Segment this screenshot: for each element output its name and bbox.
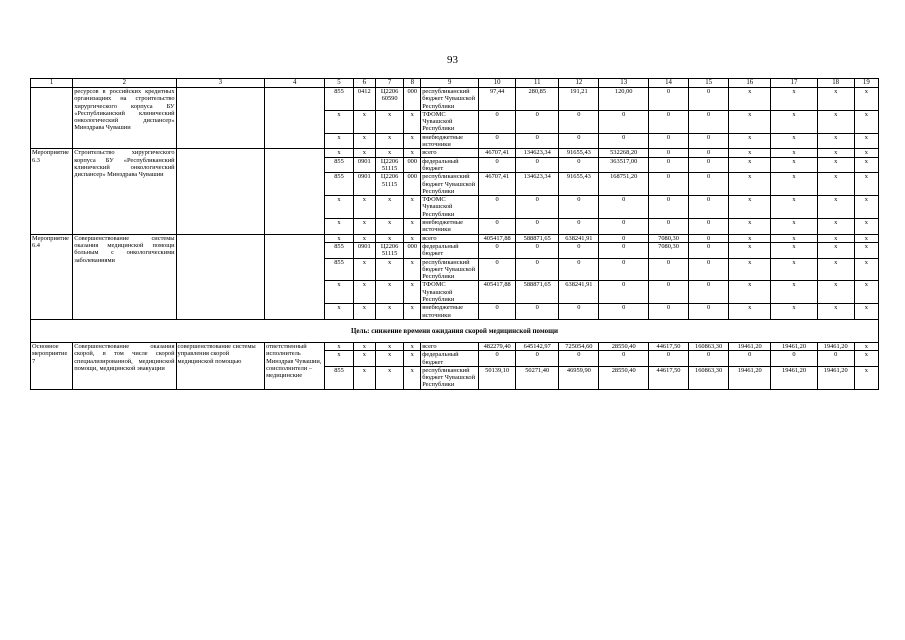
group-3-cell: x	[375, 258, 403, 281]
group-1-cell: x	[353, 110, 375, 133]
group-1-cell: x	[817, 110, 854, 133]
main-activity-cell: x	[854, 366, 878, 389]
group-3-cell: 0	[559, 242, 599, 258]
group-2-cell: 0	[559, 196, 599, 219]
main-activity-cell: 0	[516, 351, 559, 367]
group-2-cell: всего	[421, 149, 479, 157]
group-2-cell: x	[771, 173, 817, 196]
group-3-cell: x	[375, 304, 403, 320]
group-3-cell: x	[817, 242, 854, 258]
group-3-cell: 588871,65	[516, 234, 559, 242]
group-2-cell: 532268,20	[599, 149, 649, 157]
group-2-cell: ТФОМС Чувашской Республики	[421, 196, 479, 219]
main-activity-cell: 0	[599, 351, 649, 367]
group-1-cell: 0	[479, 110, 516, 133]
main-activity-cell: 46959,90	[559, 366, 599, 389]
group-1-cell: 0	[648, 88, 688, 111]
group-1-cell: республиканский бюджет Чувашской Республики	[421, 88, 479, 111]
group-1-cell: x	[404, 133, 421, 149]
group-3-cell: 0	[559, 258, 599, 281]
group-2-cell: 0	[689, 173, 729, 196]
group-3-cell: 0	[599, 258, 649, 281]
main-activity-cell: x	[404, 366, 421, 389]
group-3-cell: x	[404, 234, 421, 242]
header-cell-17: 17	[771, 79, 817, 88]
group-1-cell: x	[404, 110, 421, 133]
group-3-cell: 0	[689, 304, 729, 320]
group-1-cell: 120,00	[599, 88, 649, 111]
group-1-cell: 0	[599, 110, 649, 133]
group-3-cell: федеральный бюджет	[421, 242, 479, 258]
group-3-col1: Мероприятие 6.4	[31, 234, 73, 319]
group-2-cell: 0	[689, 219, 729, 235]
group-1-cell: x	[771, 110, 817, 133]
main-activity-col1: Основное мероприятие 7	[31, 342, 73, 389]
main-activity-col4: ответственный исполнитель Минздрав Чувашии, соисполнители – медицинские	[265, 342, 325, 389]
group-3-cell: 0	[479, 258, 516, 281]
group-1-cell: внебюджетные источники	[421, 133, 479, 149]
header-cell-9: 9	[421, 79, 479, 88]
header-cell-8: 8	[404, 79, 421, 88]
group-3-cell: x	[353, 281, 375, 304]
group-2-col1: Мероприятие 6.3	[31, 149, 73, 234]
group-1-cell: x	[817, 88, 854, 111]
group-1-cell: x	[729, 88, 771, 111]
group-3-cell: x	[817, 304, 854, 320]
group-3-cell: 638241,91	[559, 234, 599, 242]
main-activity-cell: 0	[689, 351, 729, 367]
group-3-row	[31, 234, 879, 242]
group-3-cell: x	[854, 242, 878, 258]
group-3-col2: Совершенствование системы оказания медицинской помощи больным с онкологическими заболеваниями	[73, 234, 176, 319]
group-3-cell: 0	[599, 242, 649, 258]
group-1-cell: 0	[689, 110, 729, 133]
group-3-cell: 0	[689, 258, 729, 281]
main-activity-cell: 0	[729, 351, 771, 367]
main-activity-cell: x	[353, 342, 375, 350]
main-activity-cell: 19461,20	[729, 366, 771, 389]
main-activity-cell: 19461,20	[729, 342, 771, 350]
main-activity-cell: 0	[771, 351, 817, 367]
main-activity-cell: x	[404, 342, 421, 350]
group-2-cell: внебюджетные источники	[421, 219, 479, 235]
group-3-col3	[176, 234, 265, 319]
group-3-cell: x	[404, 281, 421, 304]
group-3-cell: 0	[516, 258, 559, 281]
group-1-cell: 0	[599, 133, 649, 149]
main-activity-cell: x	[375, 366, 403, 389]
group-1-cell: x	[729, 110, 771, 133]
group-3-cell: 405417,88	[479, 281, 516, 304]
group-3-cell: ТФОМС Чувашской Республики	[421, 281, 479, 304]
goal-title: Цель: снижение времени ожидания скорой медицинской помощи	[31, 319, 879, 342]
group-1-col3	[176, 88, 265, 149]
group-3-cell: 0	[479, 242, 516, 258]
group-2-cell: 0901	[353, 173, 375, 196]
group-2-cell: x	[325, 219, 353, 235]
group-2-cell: федеральный бюджет	[421, 157, 479, 173]
group-2-cell: x	[817, 149, 854, 157]
group-2-cell: 0	[689, 196, 729, 219]
group-2-cell: x	[729, 157, 771, 173]
group-3-cell: 405417,88	[479, 234, 516, 242]
main-activity-cell: 50139,10	[479, 366, 516, 389]
group-1-cell: Ц2206 60590	[375, 88, 403, 111]
group-2-cell: x	[771, 219, 817, 235]
group-2-cell: x	[817, 196, 854, 219]
group-3-cell: 588871,65	[516, 281, 559, 304]
group-2-cell: 0	[516, 157, 559, 173]
header-cell-7: 7	[375, 79, 403, 88]
group-2-cell: x	[375, 219, 403, 235]
header-cell-5: 5	[325, 79, 353, 88]
group-1-cell: x	[854, 88, 878, 111]
group-3-cell: 0	[599, 304, 649, 320]
group-3-cell: x	[817, 258, 854, 281]
group-2-cell: x	[817, 157, 854, 173]
main-activity-cell: x	[325, 351, 353, 367]
group-3-cell: 0	[648, 258, 688, 281]
group-2-cell: x	[353, 196, 375, 219]
main-activity-cell: 0	[817, 351, 854, 367]
group-2-cell: 0	[599, 219, 649, 235]
main-activity-cell: 482279,40	[479, 342, 516, 350]
group-1-cell: x	[325, 110, 353, 133]
main-activity-cell: 855	[325, 366, 353, 389]
group-2-cell: 0	[479, 196, 516, 219]
group-3-cell: 7080,30	[648, 242, 688, 258]
group-2-cell: 000	[404, 157, 421, 173]
group-1-cell: x	[375, 110, 403, 133]
group-2-cell: x	[854, 219, 878, 235]
header-cell-14: 14	[648, 79, 688, 88]
group-3-cell: 0	[599, 234, 649, 242]
group-2-cell: 0	[648, 219, 688, 235]
main-activity-cell: 19461,20	[771, 342, 817, 350]
header-cell-6: 6	[353, 79, 375, 88]
main-activity-cell: республиканский бюджет Чувашской Республики	[421, 366, 479, 389]
group-2-cell: x	[729, 149, 771, 157]
group-3-cell: 7080,30	[648, 234, 688, 242]
main-activity-cell: 0	[479, 351, 516, 367]
group-1-row	[31, 88, 879, 111]
page-number: 93	[447, 54, 458, 66]
group-3-cell: x	[854, 234, 878, 242]
group-3-cell: 0	[599, 281, 649, 304]
group-2-cell: 855	[325, 173, 353, 196]
group-3-cell: 000	[404, 242, 421, 258]
group-2-cell: 0	[689, 149, 729, 157]
group-1-cell: 97,44	[479, 88, 516, 111]
main-activity-cell: 0	[559, 351, 599, 367]
group-3-cell: x	[817, 234, 854, 242]
group-1-cell: x	[375, 133, 403, 149]
group-3-cell: x	[325, 234, 353, 242]
group-1-cell: 0	[559, 110, 599, 133]
header-cell-2: 2	[73, 79, 176, 88]
group-3-cell: 855	[325, 258, 353, 281]
header-cell-18: 18	[817, 79, 854, 88]
group-1-cell: x	[771, 133, 817, 149]
group-1-cell: 280,85	[516, 88, 559, 111]
group-3-cell: x	[325, 281, 353, 304]
main-activity-cell: 44617,50	[648, 342, 688, 350]
group-2-cell: x	[353, 219, 375, 235]
group-3-cell: x	[353, 234, 375, 242]
main-activity-cell: x	[854, 342, 878, 350]
header-cell-3: 3	[176, 79, 265, 88]
main-activity-cell: x	[854, 351, 878, 367]
group-2-cell: 134623,34	[516, 173, 559, 196]
group-2-cell: 0	[516, 219, 559, 235]
group-2-cell: 000	[404, 173, 421, 196]
group-2-cell: x	[854, 149, 878, 157]
group-2-cell: 91655,43	[559, 149, 599, 157]
group-3-cell: 0	[479, 304, 516, 320]
group-2-col4	[265, 149, 325, 234]
group-3-cell: x	[729, 242, 771, 258]
group-1-cell: 0	[479, 133, 516, 149]
group-3-cell: x	[729, 304, 771, 320]
main-activity-cell: 28550,40	[599, 342, 649, 350]
main-activity-cell: x	[353, 351, 375, 367]
main-activity-row	[31, 342, 879, 350]
group-2-cell: x	[854, 173, 878, 196]
group-1-cell: ТФОМС Чувашской Республики	[421, 110, 479, 133]
group-3-cell: 0	[689, 242, 729, 258]
main-activity-cell: 0	[648, 351, 688, 367]
group-1-cell: 0	[689, 133, 729, 149]
group-2-cell: 363517,00	[599, 157, 649, 173]
main-activity-cell: x	[375, 342, 403, 350]
main-activity-cell: x	[375, 351, 403, 367]
group-2-cell: 134623,34	[516, 149, 559, 157]
group-2-cell: x	[375, 196, 403, 219]
main-activity-cell: 44617,50	[648, 366, 688, 389]
group-2-cell: 168751,20	[599, 173, 649, 196]
group-3-cell: 638241,91	[559, 281, 599, 304]
group-1-cell: 191,21	[559, 88, 599, 111]
group-3-cell: x	[854, 281, 878, 304]
group-1-col2: ресурсов в российских кредитных организациях на строительство хирургического корпуса БУ «Республиканский клинический онкологический диспансер» Минздрава Чувашии	[73, 88, 176, 149]
group-3-cell: x	[771, 281, 817, 304]
group-2-col2: Строительство хирургического корпуса БУ «Республиканский клинический онкологический диспансер» Минздрава Чувашии	[73, 149, 176, 234]
group-1-cell: x	[325, 133, 353, 149]
group-1-cell: x	[353, 133, 375, 149]
group-2-cell: 0	[559, 219, 599, 235]
header-row	[31, 79, 879, 88]
group-2-cell: x	[729, 219, 771, 235]
main-activity-cell: x	[404, 351, 421, 367]
group-2-cell: x	[729, 173, 771, 196]
group-2-cell: 0	[599, 196, 649, 219]
main-activity-cell: 28550,40	[599, 366, 649, 389]
group-3-cell: 0	[559, 304, 599, 320]
group-3-cell: внебюджетные источники	[421, 304, 479, 320]
header-cell-15: 15	[689, 79, 729, 88]
main-activity-cell: 19461,20	[817, 366, 854, 389]
main-activity-cell: 19461,20	[771, 366, 817, 389]
main-activity-cell: x	[353, 366, 375, 389]
group-2-cell: 46707,41	[479, 149, 516, 157]
group-3-cell: 0	[516, 304, 559, 320]
main-activity-cell: 645142,97	[516, 342, 559, 350]
main-activity-cell: федеральный бюджет	[421, 351, 479, 367]
group-1-col4	[265, 88, 325, 149]
group-2-cell: 0	[479, 219, 516, 235]
group-2-cell: x	[404, 196, 421, 219]
group-3-cell: x	[771, 234, 817, 242]
group-3-cell: 0	[648, 281, 688, 304]
group-2-cell: 0	[559, 157, 599, 173]
group-3-cell: 0	[689, 234, 729, 242]
group-1-cell: x	[771, 88, 817, 111]
group-2-cell: x	[729, 196, 771, 219]
group-2-cell: x	[771, 196, 817, 219]
group-2-cell: x	[854, 157, 878, 173]
group-2-cell: x	[325, 196, 353, 219]
group-3-cell: x	[729, 234, 771, 242]
group-2-cell: 0	[648, 157, 688, 173]
group-3-cell: 0	[648, 304, 688, 320]
group-3-cell: x	[817, 281, 854, 304]
group-3-cell: x	[325, 304, 353, 320]
group-3-cell: x	[729, 258, 771, 281]
group-1-col1	[31, 88, 73, 149]
group-3-cell: 0901	[353, 242, 375, 258]
group-3-cell: x	[404, 304, 421, 320]
group-2-cell: x	[854, 196, 878, 219]
group-2-cell: 46707,41	[479, 173, 516, 196]
group-3-cell: x	[353, 258, 375, 281]
main-activity-cell: 160863,30	[689, 366, 729, 389]
group-2-cell: Ц2206 51115	[375, 173, 403, 196]
group-2-cell: x	[325, 149, 353, 157]
header-cell-4: 4	[265, 79, 325, 88]
group-2-cell: 0	[516, 196, 559, 219]
group-2-col3	[176, 149, 265, 234]
group-3-cell: x	[854, 304, 878, 320]
group-2-cell: 0	[479, 157, 516, 173]
group-2-cell: x	[817, 219, 854, 235]
header-cell-19: 19	[854, 79, 878, 88]
group-2-cell: республиканский бюджет Чувашской Республики	[421, 173, 479, 196]
group-3-cell: x	[771, 242, 817, 258]
group-1-cell: x	[729, 133, 771, 149]
main-activity-cell: 725054,60	[559, 342, 599, 350]
goal-row	[31, 319, 879, 342]
group-3-cell: x	[854, 258, 878, 281]
group-2-cell: x	[771, 149, 817, 157]
header-cell-1: 1	[31, 79, 73, 88]
group-3-cell: Ц2206 51115	[375, 242, 403, 258]
group-2-row	[31, 149, 879, 157]
group-3-cell: всего	[421, 234, 479, 242]
budget-table	[30, 78, 879, 390]
group-2-cell: x	[817, 173, 854, 196]
group-3-cell: x	[375, 234, 403, 242]
header-cell-11: 11	[516, 79, 559, 88]
group-1-cell: x	[817, 133, 854, 149]
group-2-cell: 0	[648, 173, 688, 196]
group-1-cell: 0	[559, 133, 599, 149]
group-2-cell: x	[353, 149, 375, 157]
group-1-cell: x	[854, 110, 878, 133]
group-2-cell: x	[404, 219, 421, 235]
group-3-cell: x	[771, 304, 817, 320]
group-2-cell: 855	[325, 157, 353, 173]
group-2-cell: 0901	[353, 157, 375, 173]
group-1-cell: 0412	[353, 88, 375, 111]
group-3-cell: республиканский бюджет Чувашской Республики	[421, 258, 479, 281]
table-body	[31, 79, 879, 390]
group-1-cell: 0	[648, 133, 688, 149]
main-activity-cell: всего	[421, 342, 479, 350]
group-3-cell: 0	[516, 242, 559, 258]
group-1-cell: 000	[404, 88, 421, 111]
group-3-cell: x	[404, 258, 421, 281]
main-activity-cell: x	[325, 342, 353, 350]
group-3-cell: x	[353, 304, 375, 320]
group-3-cell: 0	[689, 281, 729, 304]
header-cell-16: 16	[729, 79, 771, 88]
group-3-cell: x	[729, 281, 771, 304]
header-cell-10: 10	[479, 79, 516, 88]
main-activity-cell: 50271,40	[516, 366, 559, 389]
main-activity-col2: Совершенствование оказания скорой, в том числе скорой специализированной, медицинской помощи, медицинской эвакуации	[73, 342, 176, 389]
group-2-cell: 91655,43	[559, 173, 599, 196]
main-activity-cell: 19461,20	[817, 342, 854, 350]
group-2-cell: x	[404, 149, 421, 157]
group-3-col4	[265, 234, 325, 319]
group-1-cell: x	[854, 133, 878, 149]
group-2-cell: x	[375, 149, 403, 157]
group-3-cell: 855	[325, 242, 353, 258]
group-1-cell: 0	[516, 133, 559, 149]
group-1-cell: 0	[516, 110, 559, 133]
group-3-cell: x	[375, 281, 403, 304]
group-2-cell: 0	[648, 149, 688, 157]
header-cell-13: 13	[599, 79, 649, 88]
group-2-cell: Ц2206 51115	[375, 157, 403, 173]
header-cell-12: 12	[559, 79, 599, 88]
group-2-cell: 0	[648, 196, 688, 219]
group-1-cell: 0	[689, 88, 729, 111]
main-activity-col3: совершенствование системы управления скорой медицинской помощью	[176, 342, 265, 389]
group-1-cell: 855	[325, 88, 353, 111]
group-2-cell: x	[771, 157, 817, 173]
group-3-cell: x	[771, 258, 817, 281]
group-2-cell: 0	[689, 157, 729, 173]
main-activity-cell: 160863,30	[689, 342, 729, 350]
group-1-cell: 0	[648, 110, 688, 133]
